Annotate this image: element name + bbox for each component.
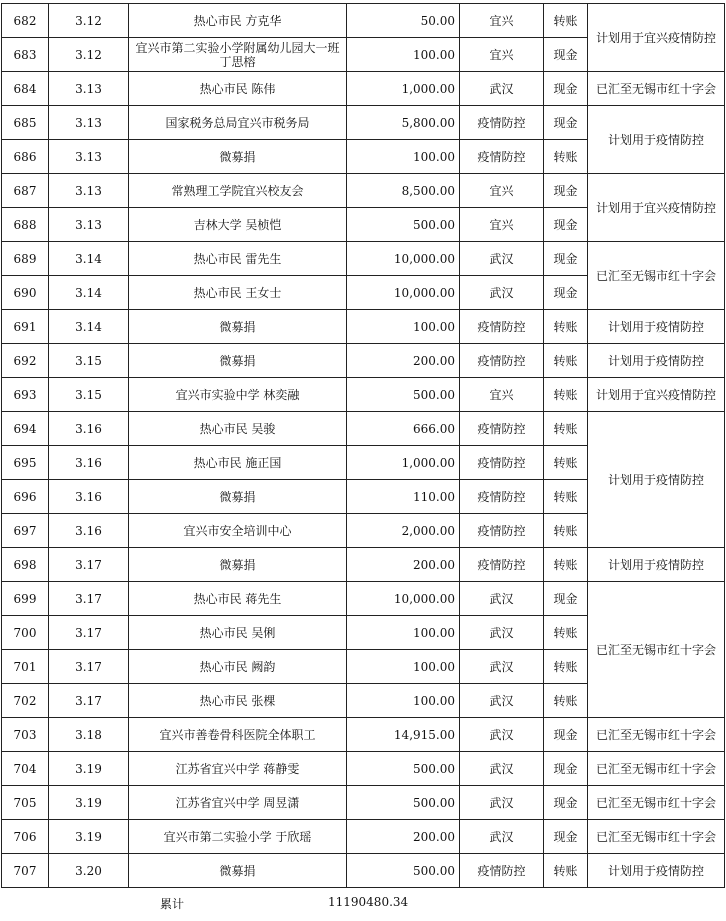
note-cell: 已汇至无锡市红十字会 bbox=[588, 582, 725, 718]
note-cell: 计划用于疫情防控 bbox=[588, 344, 725, 378]
note-cell: 已汇至无锡市红十字会 bbox=[588, 718, 725, 752]
payment-method-cell: 转账 bbox=[544, 412, 588, 446]
payment-method-cell: 现金 bbox=[544, 38, 588, 72]
donor-cell: 微募捐 bbox=[129, 548, 347, 582]
destination-cell: 武汉 bbox=[460, 752, 544, 786]
date-cell: 3.17 bbox=[49, 684, 129, 718]
amount-cell: 14,915.00 bbox=[347, 718, 460, 752]
payment-method-cell: 现金 bbox=[544, 174, 588, 208]
table-row bbox=[2, 242, 725, 276]
payment-method-cell: 现金 bbox=[544, 242, 588, 276]
amount-cell: 1,000.00 bbox=[347, 72, 460, 106]
donor-cell: 吉林大学 吴桢恺 bbox=[129, 208, 347, 242]
destination-cell: 宜兴 bbox=[460, 378, 544, 412]
destination-cell: 武汉 bbox=[460, 72, 544, 106]
row-number-cell: 706 bbox=[2, 820, 49, 854]
row-number-cell: 703 bbox=[2, 718, 49, 752]
donor-cell: 热心市民 吴骏 bbox=[129, 412, 347, 446]
date-cell: 3.16 bbox=[49, 446, 129, 480]
date-cell: 3.18 bbox=[49, 718, 129, 752]
payment-method-cell: 转账 bbox=[544, 446, 588, 480]
table-row bbox=[2, 378, 725, 412]
destination-cell: 疫情防控 bbox=[460, 140, 544, 174]
destination-cell: 武汉 bbox=[460, 718, 544, 752]
date-cell: 3.16 bbox=[49, 480, 129, 514]
amount-cell: 100.00 bbox=[347, 310, 460, 344]
note-cell: 计划用于疫情防控 bbox=[588, 412, 725, 548]
destination-cell: 疫情防控 bbox=[460, 106, 544, 140]
donor-cell: 热心市民 陈伟 bbox=[129, 72, 347, 106]
note-cell: 计划用于疫情防控 bbox=[588, 106, 725, 174]
date-cell: 3.19 bbox=[49, 820, 129, 854]
destination-cell: 武汉 bbox=[460, 684, 544, 718]
destination-cell: 武汉 bbox=[460, 582, 544, 616]
table-row bbox=[2, 548, 725, 582]
table-row bbox=[2, 310, 725, 344]
table-row bbox=[2, 820, 725, 854]
amount-cell: 500.00 bbox=[347, 752, 460, 786]
row-number-cell: 685 bbox=[2, 106, 49, 140]
row-number-cell: 682 bbox=[2, 4, 49, 38]
destination-cell: 疫情防控 bbox=[460, 480, 544, 514]
row-number-cell: 687 bbox=[2, 174, 49, 208]
row-number-cell: 692 bbox=[2, 344, 49, 378]
payment-method-cell: 现金 bbox=[544, 208, 588, 242]
donor-cell: 微募捐 bbox=[129, 480, 347, 514]
amount-cell: 100.00 bbox=[347, 616, 460, 650]
donor-cell: 常熟理工学院宜兴校友会 bbox=[129, 174, 347, 208]
amount-cell: 5,800.00 bbox=[347, 106, 460, 140]
note-cell: 已汇至无锡市红十字会 bbox=[588, 72, 725, 106]
amount-cell: 200.00 bbox=[347, 820, 460, 854]
donor-cell: 微募捐 bbox=[129, 344, 347, 378]
destination-cell: 疫情防控 bbox=[460, 548, 544, 582]
table-row bbox=[2, 582, 725, 616]
payment-method-cell: 转账 bbox=[544, 684, 588, 718]
payment-method-cell: 转账 bbox=[544, 854, 588, 888]
note-cell: 计划用于宜兴疫情防控 bbox=[588, 378, 725, 412]
payment-method-cell: 转账 bbox=[544, 378, 588, 412]
row-number-cell: 693 bbox=[2, 378, 49, 412]
amount-cell: 500.00 bbox=[347, 378, 460, 412]
note-cell: 已汇至无锡市红十字会 bbox=[588, 242, 725, 310]
destination-cell: 疫情防控 bbox=[460, 446, 544, 480]
donor-cell: 宜兴市安全培训中心 bbox=[129, 514, 347, 548]
date-cell: 3.15 bbox=[49, 378, 129, 412]
destination-cell: 宜兴 bbox=[460, 174, 544, 208]
amount-cell: 100.00 bbox=[347, 140, 460, 174]
donor-cell: 宜兴市善卷骨科医院全体职工 bbox=[129, 718, 347, 752]
table-row bbox=[2, 344, 725, 378]
row-number-cell: 683 bbox=[2, 38, 49, 72]
row-number-cell: 689 bbox=[2, 242, 49, 276]
table-row bbox=[2, 106, 725, 140]
payment-method-cell: 现金 bbox=[544, 820, 588, 854]
table-row bbox=[2, 786, 725, 820]
destination-cell: 武汉 bbox=[460, 820, 544, 854]
payment-method-cell: 转账 bbox=[544, 480, 588, 514]
row-number-cell: 686 bbox=[2, 140, 49, 174]
payment-method-cell: 现金 bbox=[544, 582, 588, 616]
table-row bbox=[2, 174, 725, 208]
row-number-cell: 704 bbox=[2, 752, 49, 786]
payment-method-cell: 转账 bbox=[544, 514, 588, 548]
row-number-cell: 701 bbox=[2, 650, 49, 684]
note-cell: 已汇至无锡市红十字会 bbox=[588, 752, 725, 786]
destination-cell: 武汉 bbox=[460, 786, 544, 820]
row-number-cell: 690 bbox=[2, 276, 49, 310]
date-cell: 3.13 bbox=[49, 72, 129, 106]
donor-cell: 微募捐 bbox=[129, 310, 347, 344]
donor-cell: 微募捐 bbox=[129, 140, 347, 174]
payment-method-cell: 现金 bbox=[544, 276, 588, 310]
row-number-cell: 684 bbox=[2, 72, 49, 106]
amount-cell: 500.00 bbox=[347, 208, 460, 242]
donor-cell: 热心市民 阙韵 bbox=[129, 650, 347, 684]
amount-cell: 2,000.00 bbox=[347, 514, 460, 548]
amount-cell: 100.00 bbox=[347, 684, 460, 718]
row-number-cell: 698 bbox=[2, 548, 49, 582]
note-cell: 计划用于宜兴疫情防控 bbox=[588, 4, 725, 72]
payment-method-cell: 转账 bbox=[544, 344, 588, 378]
destination-cell: 疫情防控 bbox=[460, 310, 544, 344]
amount-cell: 110.00 bbox=[347, 480, 460, 514]
destination-cell: 宜兴 bbox=[460, 4, 544, 38]
destination-cell: 宜兴 bbox=[460, 38, 544, 72]
note-cell: 计划用于疫情防控 bbox=[588, 854, 725, 888]
donor-cell: 热心市民 张棵 bbox=[129, 684, 347, 718]
date-cell: 3.19 bbox=[49, 786, 129, 820]
donor-cell: 宜兴市第二实验小学附属幼儿园大一班 丁思榕 bbox=[129, 38, 347, 72]
payment-method-cell: 转账 bbox=[544, 4, 588, 38]
donor-cell: 江苏省宜兴中学 蒋静雯 bbox=[129, 752, 347, 786]
destination-cell: 武汉 bbox=[460, 242, 544, 276]
amount-cell: 200.00 bbox=[347, 344, 460, 378]
payment-method-cell: 现金 bbox=[544, 72, 588, 106]
date-cell: 3.13 bbox=[49, 106, 129, 140]
donor-cell: 热心市民 雷先生 bbox=[129, 242, 347, 276]
payment-method-cell: 现金 bbox=[544, 106, 588, 140]
destination-cell: 武汉 bbox=[460, 616, 544, 650]
date-cell: 3.19 bbox=[49, 752, 129, 786]
payment-method-cell: 转账 bbox=[544, 616, 588, 650]
row-number-cell: 699 bbox=[2, 582, 49, 616]
row-number-cell: 705 bbox=[2, 786, 49, 820]
total-label: 累计 bbox=[160, 897, 185, 911]
date-cell: 3.17 bbox=[49, 548, 129, 582]
row-number-cell: 695 bbox=[2, 446, 49, 480]
date-cell: 3.14 bbox=[49, 310, 129, 344]
note-cell: 已汇至无锡市红十字会 bbox=[588, 786, 725, 820]
amount-cell: 666.00 bbox=[347, 412, 460, 446]
date-cell: 3.16 bbox=[49, 514, 129, 548]
ledger-body bbox=[2, 4, 725, 888]
date-cell: 3.15 bbox=[49, 344, 129, 378]
total-value: 11190480.34 bbox=[328, 895, 409, 909]
note-cell: 计划用于宜兴疫情防控 bbox=[588, 174, 725, 242]
table-row bbox=[2, 4, 725, 38]
amount-cell: 10,000.00 bbox=[347, 242, 460, 276]
date-cell: 3.13 bbox=[49, 174, 129, 208]
amount-cell: 500.00 bbox=[347, 854, 460, 888]
row-number-cell: 691 bbox=[2, 310, 49, 344]
date-cell: 3.12 bbox=[49, 4, 129, 38]
payment-method-cell: 现金 bbox=[544, 718, 588, 752]
payment-method-cell: 转账 bbox=[544, 140, 588, 174]
row-number-cell: 688 bbox=[2, 208, 49, 242]
row-number-cell: 696 bbox=[2, 480, 49, 514]
row-number-cell: 702 bbox=[2, 684, 49, 718]
table-row bbox=[2, 412, 725, 446]
table-row bbox=[2, 752, 725, 786]
date-cell: 3.13 bbox=[49, 140, 129, 174]
donor-cell: 宜兴市实验中学 林奕融 bbox=[129, 378, 347, 412]
table-row bbox=[2, 72, 725, 106]
payment-method-cell: 现金 bbox=[544, 786, 588, 820]
destination-cell: 武汉 bbox=[460, 650, 544, 684]
destination-cell: 疫情防控 bbox=[460, 344, 544, 378]
table-row bbox=[2, 854, 725, 888]
date-cell: 3.12 bbox=[49, 38, 129, 72]
date-cell: 3.14 bbox=[49, 276, 129, 310]
date-cell: 3.17 bbox=[49, 582, 129, 616]
donation-ledger-table bbox=[1, 3, 725, 888]
amount-cell: 50.00 bbox=[347, 4, 460, 38]
destination-cell: 武汉 bbox=[460, 276, 544, 310]
amount-cell: 200.00 bbox=[347, 548, 460, 582]
amount-cell: 10,000.00 bbox=[347, 276, 460, 310]
destination-cell: 宜兴 bbox=[460, 208, 544, 242]
donor-cell: 热心市民 方克华 bbox=[129, 4, 347, 38]
donor-cell: 江苏省宜兴中学 周昱潇 bbox=[129, 786, 347, 820]
date-cell: 3.14 bbox=[49, 242, 129, 276]
amount-cell: 10,000.00 bbox=[347, 582, 460, 616]
date-cell: 3.20 bbox=[49, 854, 129, 888]
note-cell: 已汇至无锡市红十字会 bbox=[588, 820, 725, 854]
payment-method-cell: 转账 bbox=[544, 650, 588, 684]
date-cell: 3.16 bbox=[49, 412, 129, 446]
note-cell: 计划用于疫情防控 bbox=[588, 548, 725, 582]
donor-cell: 宜兴市第二实验小学 于欣瑶 bbox=[129, 820, 347, 854]
table-row bbox=[2, 718, 725, 752]
date-cell: 3.17 bbox=[49, 616, 129, 650]
amount-cell: 8,500.00 bbox=[347, 174, 460, 208]
donor-cell: 国家税务总局宜兴市税务局 bbox=[129, 106, 347, 140]
destination-cell: 疫情防控 bbox=[460, 412, 544, 446]
row-number-cell: 694 bbox=[2, 412, 49, 446]
destination-cell: 疫情防控 bbox=[460, 514, 544, 548]
note-cell: 计划用于疫情防控 bbox=[588, 310, 725, 344]
payment-method-cell: 转账 bbox=[544, 310, 588, 344]
date-cell: 3.13 bbox=[49, 208, 129, 242]
payment-method-cell: 转账 bbox=[544, 548, 588, 582]
payment-method-cell: 现金 bbox=[544, 752, 588, 786]
amount-cell: 100.00 bbox=[347, 650, 460, 684]
amount-cell: 1,000.00 bbox=[347, 446, 460, 480]
total-row bbox=[0, 887, 726, 917]
amount-cell: 500.00 bbox=[347, 786, 460, 820]
destination-cell: 疫情防控 bbox=[460, 854, 544, 888]
row-number-cell: 707 bbox=[2, 854, 49, 888]
donor-cell: 热心市民 施正国 bbox=[129, 446, 347, 480]
amount-cell: 100.00 bbox=[347, 38, 460, 72]
donor-cell: 热心市民 蒋先生 bbox=[129, 582, 347, 616]
date-cell: 3.17 bbox=[49, 650, 129, 684]
row-number-cell: 700 bbox=[2, 616, 49, 650]
donor-cell: 微募捐 bbox=[129, 854, 347, 888]
donor-cell: 热心市民 王女士 bbox=[129, 276, 347, 310]
row-number-cell: 697 bbox=[2, 514, 49, 548]
donor-cell: 热心市民 吴俐 bbox=[129, 616, 347, 650]
